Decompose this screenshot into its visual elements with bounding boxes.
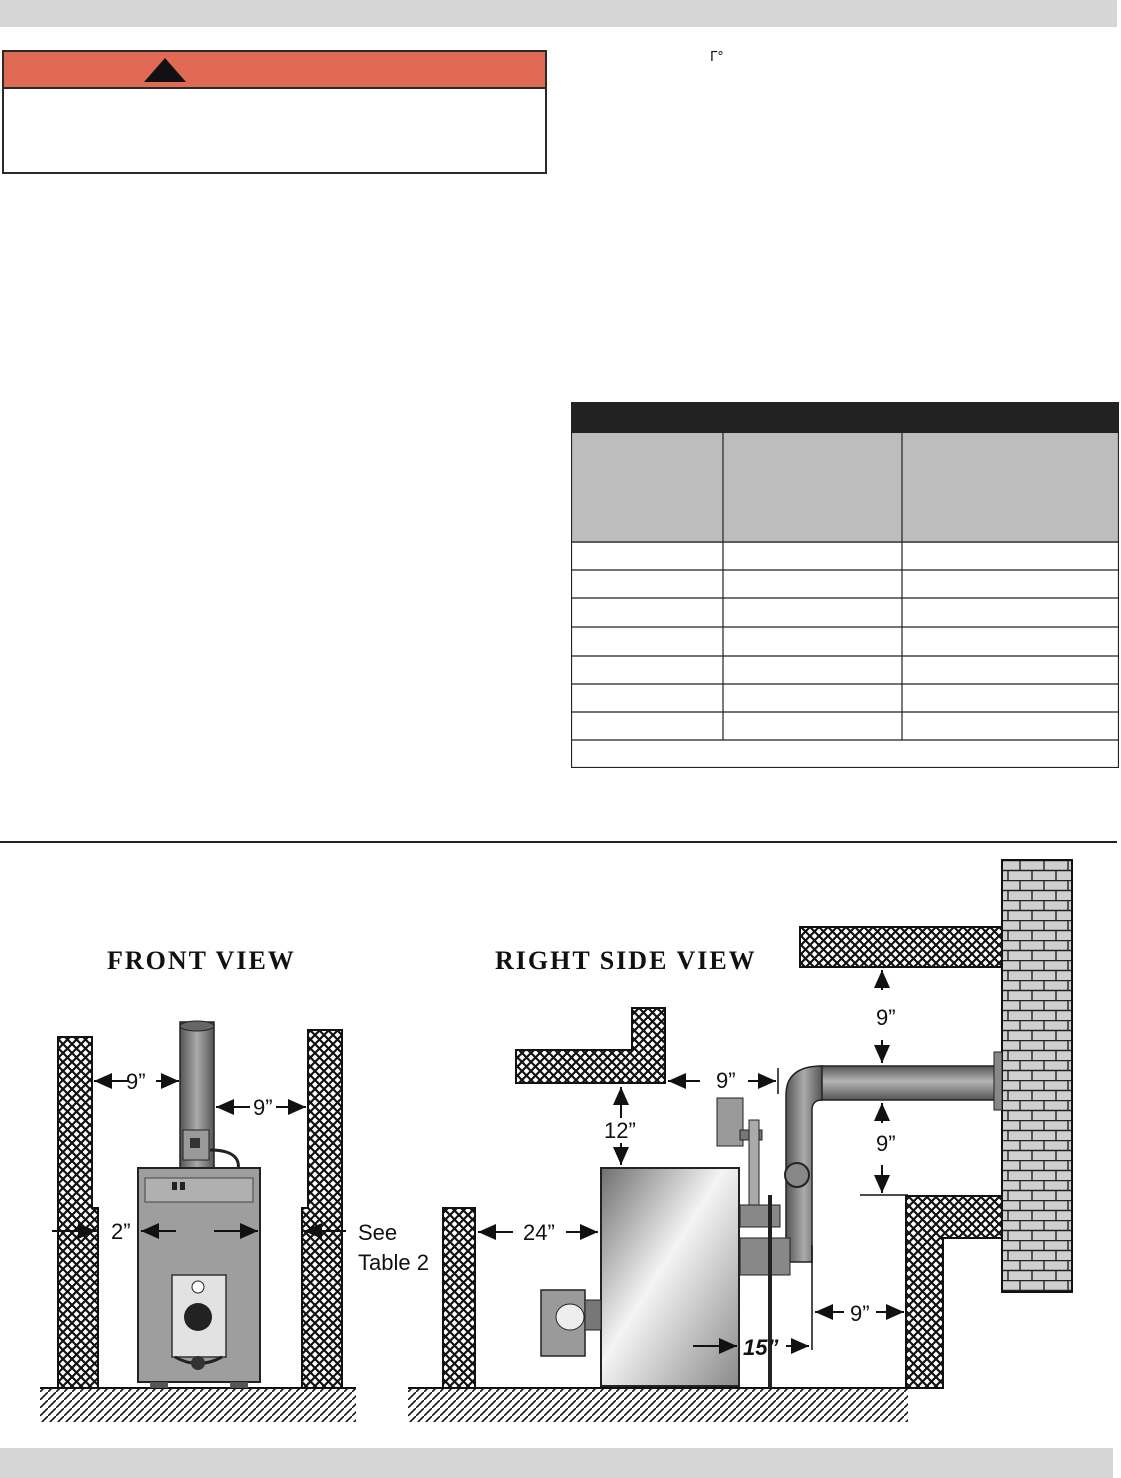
right-side-view	[408, 860, 1072, 1422]
section-divider	[0, 841, 1117, 843]
side-front-clearance: 24”	[523, 1220, 555, 1245]
stray-glyph: Γ°	[710, 50, 724, 65]
brick-wall	[1002, 860, 1072, 1292]
clearance-table	[571, 402, 1119, 768]
side-boiler-cabinet	[601, 1168, 739, 1386]
side-floor	[408, 1388, 908, 1422]
front-right-side-note-2: Table 2	[358, 1250, 429, 1275]
front-left-top-clearance: 9”	[126, 1069, 146, 1094]
clearance-diagram	[0, 845, 1121, 1445]
warning-triangle-icon	[143, 57, 187, 83]
front-left-wall	[58, 1037, 98, 1388]
front-left-side-clearance: 2”	[111, 1219, 131, 1244]
side-lower-ledge	[906, 1196, 1002, 1388]
right-side-view-title: RIGHT SIDE VIEW	[495, 946, 757, 975]
table-grid	[571, 402, 1119, 768]
side-flue-combustible-clearance: 9”	[716, 1068, 736, 1093]
front-right-top-clearance: 9”	[253, 1095, 273, 1120]
side-ceiling-flue-clearance: 9”	[876, 1005, 896, 1030]
header-bar	[0, 0, 1117, 27]
front-right-side-note-1: See	[358, 1220, 398, 1245]
footer-bar	[0, 1448, 1113, 1478]
warning-box	[2, 50, 547, 174]
side-left-wall	[443, 1208, 475, 1388]
side-flue-horizontal	[820, 1066, 1000, 1100]
side-rear-clearance: 9”	[850, 1301, 870, 1326]
warning-header	[4, 52, 545, 89]
side-ceiling	[800, 927, 1002, 967]
side-above-unit-clearance: 12”	[604, 1118, 636, 1143]
front-floor	[40, 1388, 356, 1422]
front-right-wall	[302, 1030, 342, 1388]
front-view	[40, 1021, 429, 1422]
side-upper-ledge	[516, 1008, 665, 1083]
side-service-clearance: 15”	[743, 1335, 779, 1360]
side-flue-ledge-clearance: 9”	[876, 1131, 896, 1156]
front-view-title: FRONT VIEW	[107, 946, 296, 975]
